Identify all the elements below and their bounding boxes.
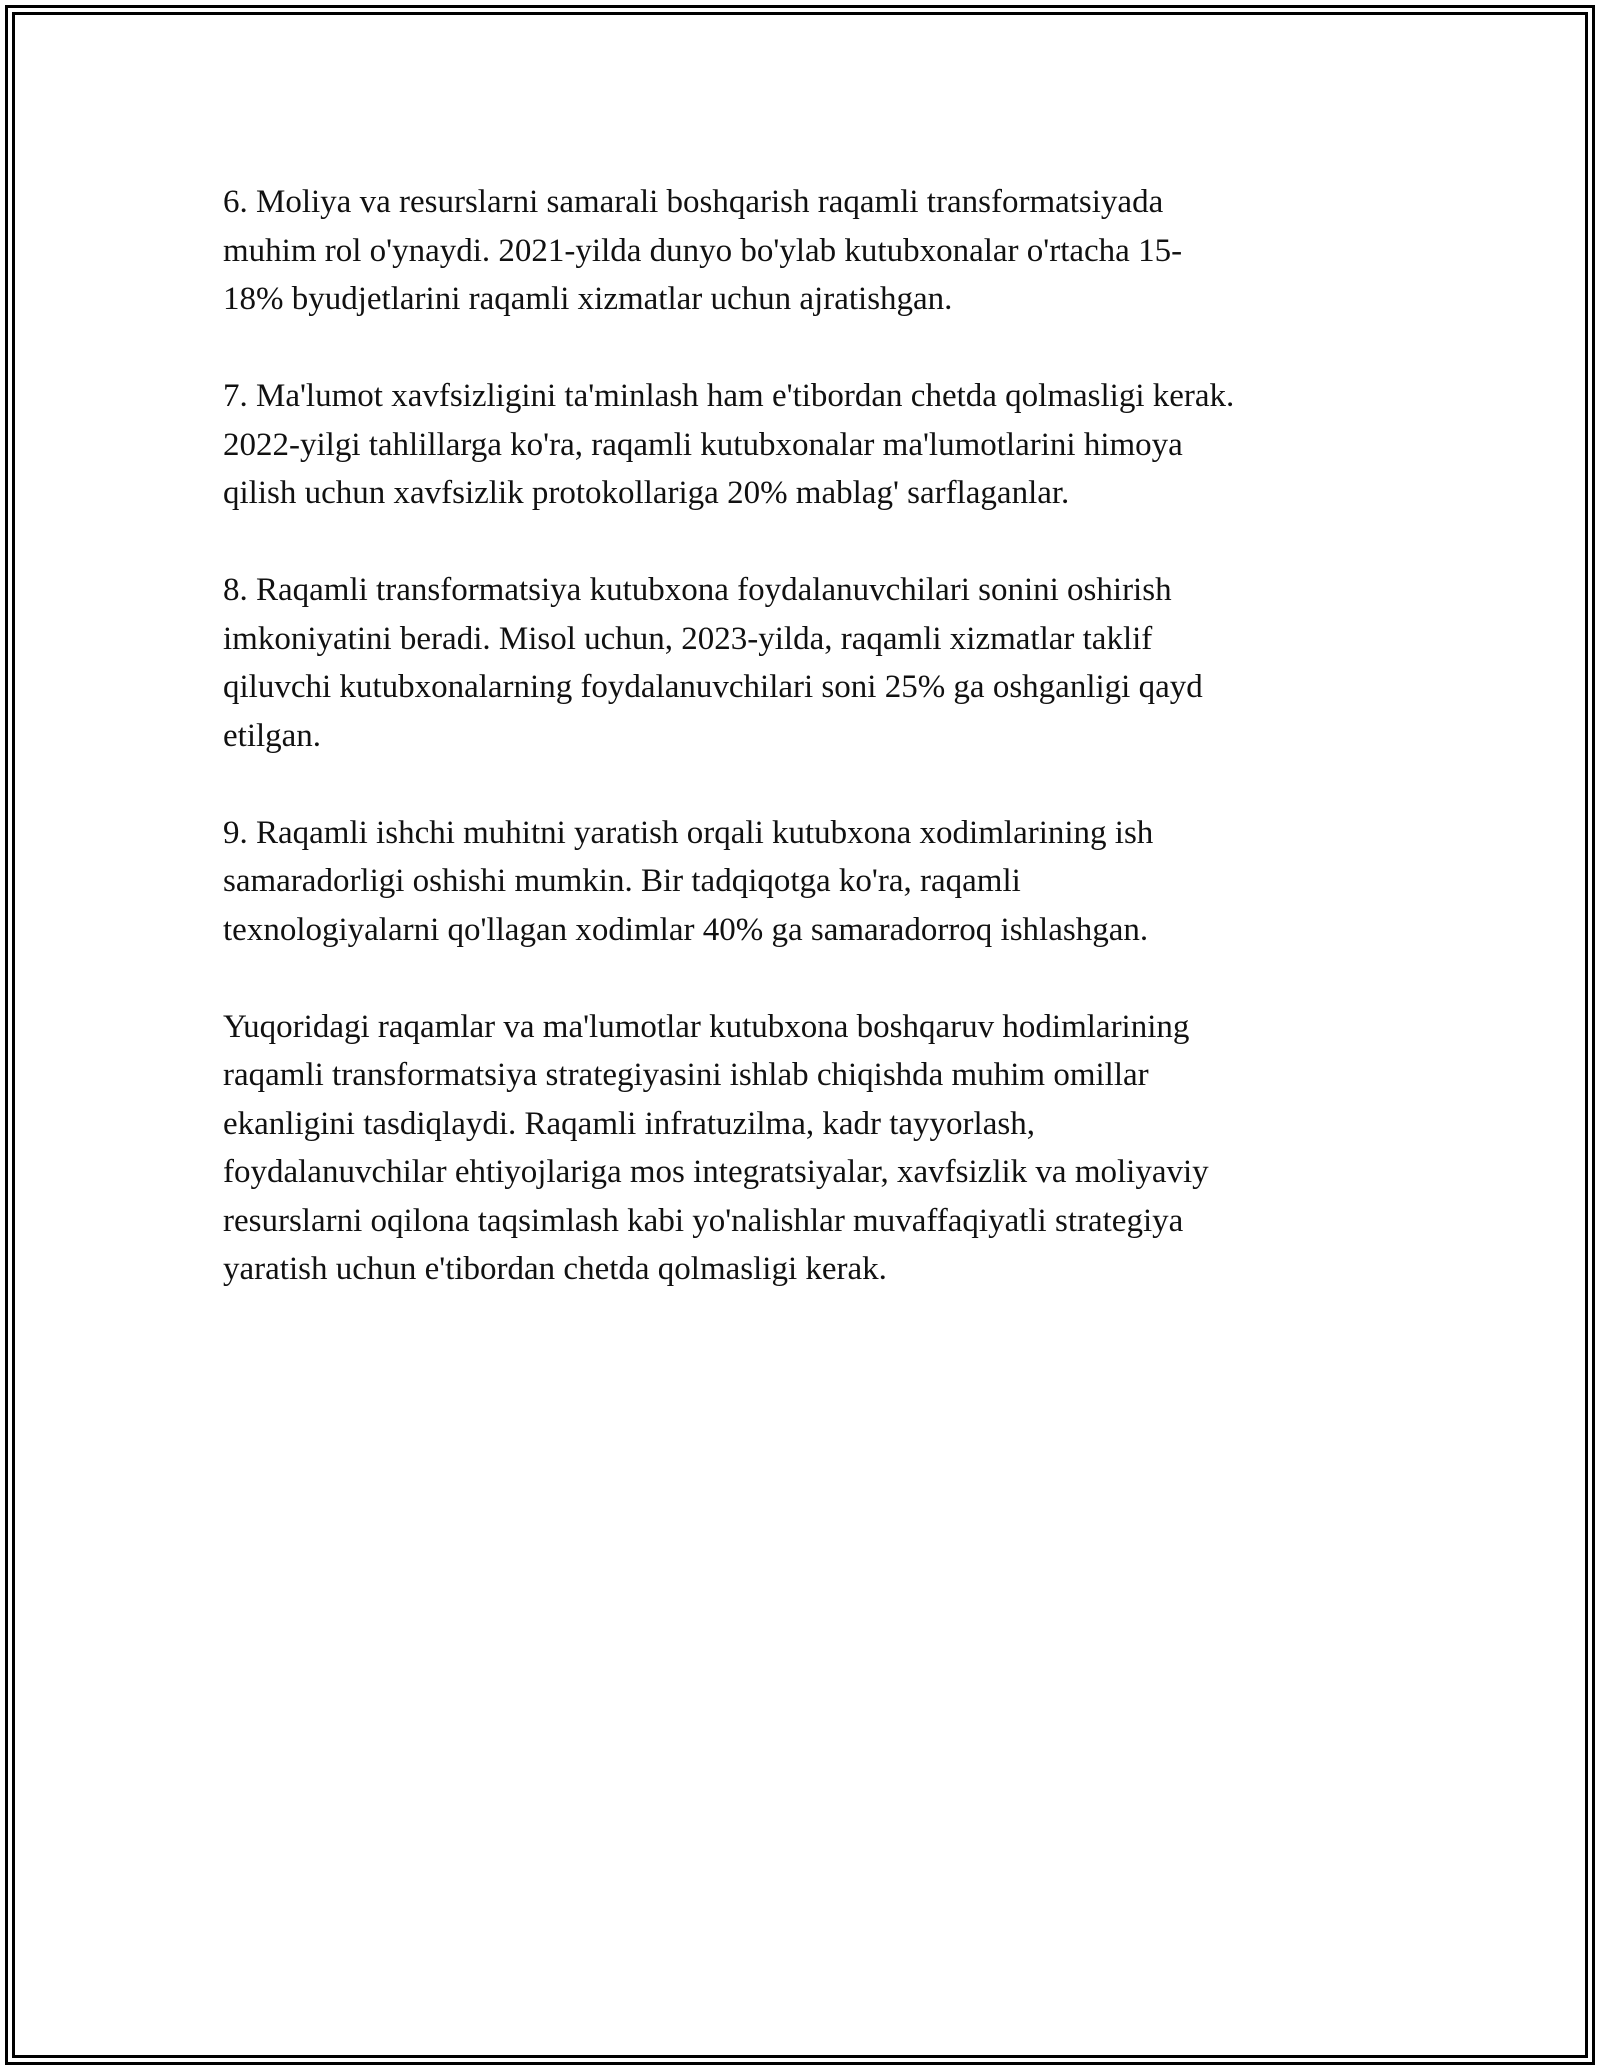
text-line: 2022-yilgi tahlillarga ko'ra, raqamli kutubxonalar ma'lumotlarini himoya [223,426,1183,463]
text-line: 7. Ma'lumot xavfsizligini ta'minlash ham e'tibordan chetda qolmasligi kerak. [223,378,1235,414]
text-line: muhim rol o'ynaydi. 2021-yilda dunyo bo'ylab kutubxonalar o'rtacha 15- [223,232,1183,269]
text-line: etilgan. [223,717,322,754]
text-line: samaradorligi oshishi mumkin. Bir tadqiqotga ko'ra, raqamli [223,863,1021,899]
text-line: texnologiyalarni qo'llagan xodimlar 40% ga samaradorroq ishlashgan. [223,911,1149,948]
paragraph-item-7 [223,372,1403,518]
text-line: imkoniyatini beradi. Misol uchun, 2023-yilda, raqamli xizmatlar taklif [223,620,1153,657]
text-line: ekanligini tasdiqlaydi. Raqamli infratuzilma, kadr tayyorlash, [223,1105,1035,1142]
text-line: 8. Raqamli transformatsiya kutubxona foydalanuvchilari sonini oshirish [223,572,1172,608]
text-line: qilish uchun xavfsizlik protokollariga 20% mablag' sarflaganlar. [223,475,1070,511]
paragraph-item-6 [223,178,1403,324]
document-body [223,178,1403,1294]
text-line: 6. Moliya va resurslarni samarali boshqarish raqamli transformatsiyada [223,184,1164,220]
text-line: 9. Raqamli ishchi muhitni yaratish orqali kutubxona xodimlarining ish [223,814,1154,851]
text-line: yaratish uchun e'tibordan chetda qolmasligi kerak. [223,1251,887,1287]
text-line: Yuqoridagi raqamlar va ma'lumotlar kutubxona boshqaruv hodimlarining [223,1008,1190,1045]
text-line: 18% byudjetlarini raqamli xizmatlar uchun ajratishgan. [223,281,953,317]
text-line: qiluvchi kutubxonalarning foydalanuvchilari soni 25% ga oshganligi qayd [223,669,1203,705]
text-line: raqamli transformatsiya strategiyasini ishlab chiqishda muhim omillar [223,1057,1149,1093]
paragraph-item-9 [223,809,1403,955]
conclusion-paragraph [223,1003,1403,1294]
text-line: foydalanuvchilar ehtiyojlariga mos integratsiyalar, xavfsizlik va moliyaviy [223,1154,1209,1190]
text-line: resurslarni oqilona taqsimlash kabi yo'nalishlar muvaffaqiyatli strategiya [223,1202,1184,1239]
paragraph-item-8 [223,566,1403,760]
